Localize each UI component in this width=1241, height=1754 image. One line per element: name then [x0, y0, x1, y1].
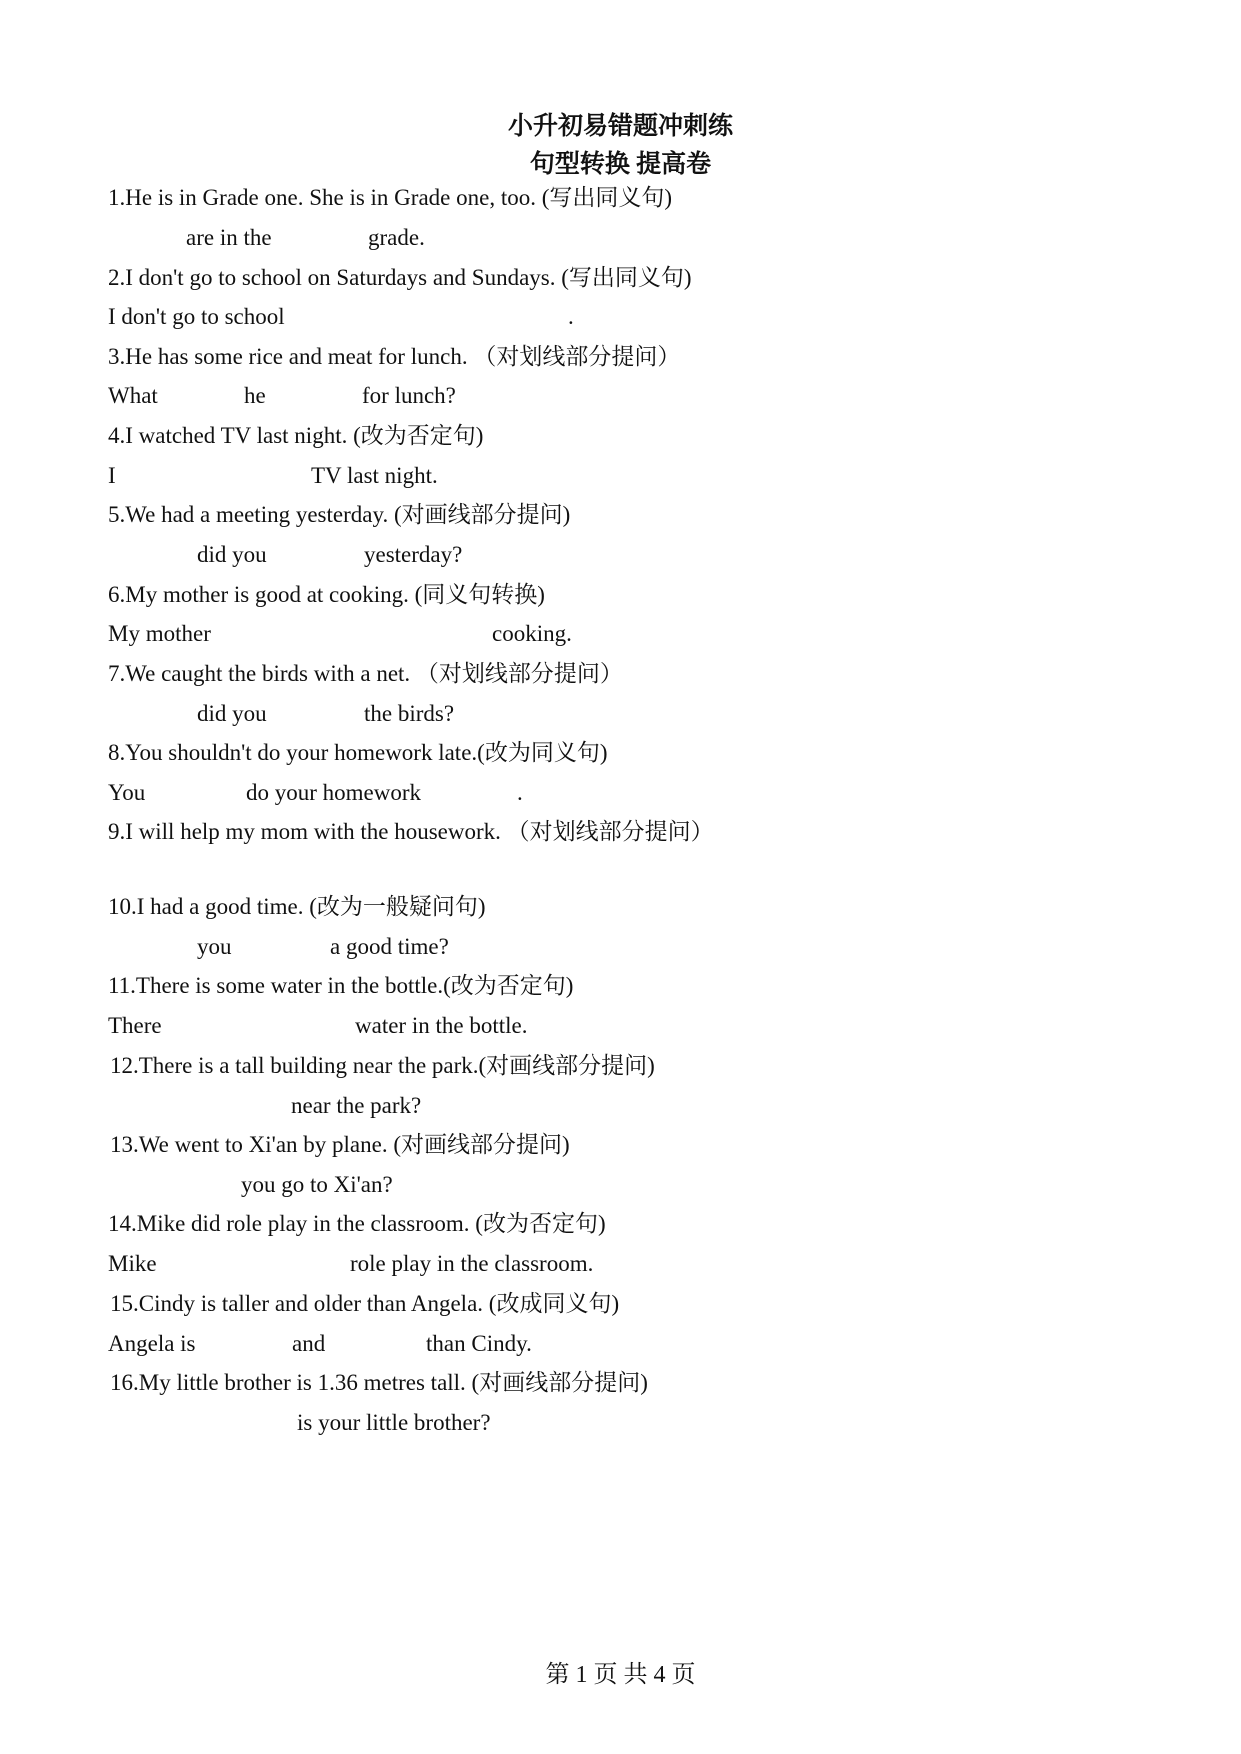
- question-14: 14.Mike did role play in the classroom. (改为否定句): [108, 1211, 606, 1236]
- answer-6-part-2: cooking.: [492, 621, 572, 646]
- answer-5-part-2: yesterday?: [364, 542, 463, 567]
- question-15: 15.Cindy is taller and older than Angela. (改成同义句): [110, 1291, 620, 1316]
- answer-12-part-1: near the park?: [291, 1093, 422, 1118]
- answer-8-part-3: .: [517, 780, 523, 805]
- answer-15-part-1: Angela is: [108, 1331, 196, 1356]
- answer-10-part-1: you: [197, 934, 232, 959]
- answer-3-part-2: he: [244, 383, 266, 408]
- answer-7-part-2: the birds?: [364, 701, 455, 726]
- answer-1-part-2: grade.: [368, 225, 425, 250]
- answer-16-part-1: is your little brother?: [297, 1410, 491, 1435]
- answer-3-part-3: for lunch?: [362, 383, 456, 408]
- answer-11-part-2: water in the bottle.: [355, 1013, 528, 1038]
- answer-2-part-2: .: [568, 304, 574, 329]
- question-5: 5.We had a meeting yesterday. (对画线部分提问): [108, 502, 571, 527]
- question-4: 4.I watched TV last night. (改为否定句): [108, 423, 484, 448]
- answer-8-part-1: You: [108, 780, 146, 805]
- answer-14-part-2: role play in the classroom.: [350, 1251, 594, 1276]
- question-13: 13.We went to Xi'an by plane. (对画线部分提问): [110, 1132, 570, 1157]
- answer-15-part-3: than Cindy.: [426, 1331, 532, 1356]
- answer-14-part-1: Mike: [108, 1251, 157, 1276]
- answer-4-part-1: I: [108, 463, 116, 488]
- question-9: 9.I will help my mom with the housework. （对划线部分提问）: [108, 819, 714, 844]
- answer-11-part-1: There: [108, 1013, 162, 1038]
- question-3: 3.He has some rice and meat for lunch. （对划线部分提问）: [108, 344, 681, 369]
- answer-2-part-1: I don't go to school: [108, 304, 285, 329]
- question-11: 11.There is some water in the bottle.(改为否定句): [108, 973, 574, 998]
- answer-3-part-1: What: [108, 383, 158, 408]
- question-10: 10.I had a good time. (改为一般疑问句): [108, 894, 486, 919]
- answer-7-part-1: did you: [197, 701, 267, 726]
- document-subtitle: 句型转换 提高卷: [529, 151, 712, 178]
- answer-10-part-2: a good time?: [330, 934, 449, 959]
- question-8: 8.You shouldn't do your homework late.(改为同义句): [108, 740, 608, 765]
- document-title: 小升初易错题冲刺练: [507, 113, 733, 140]
- answer-8-part-2: do your homework: [246, 780, 422, 805]
- page-number: 第 1 页 共 4 页: [545, 1662, 696, 1688]
- answer-15-part-2: and: [292, 1331, 326, 1356]
- answer-6-part-1: My mother: [108, 621, 211, 646]
- question-2: 2.I don't go to school on Saturdays and Sundays. (写出同义句): [108, 265, 692, 290]
- answer-4-part-2: TV last night.: [311, 463, 438, 488]
- answer-13-part-1: you go to Xi'an?: [241, 1172, 393, 1197]
- question-16: 16.My little brother is 1.36 metres tall. (对画线部分提问): [110, 1370, 648, 1395]
- question-7: 7.We caught the birds with a net. （对划线部分提问）: [108, 661, 623, 686]
- question-1: 1.He is in Grade one. She is in Grade one, too. (写出同义句): [108, 185, 673, 210]
- answer-1-part-1: are in the: [186, 225, 272, 250]
- answer-5-part-1: did you: [197, 542, 267, 567]
- question-6: 6.My mother is good at cooking. (同义句转换): [108, 582, 545, 607]
- question-12: 12.There is a tall building near the park.(对画线部分提问): [110, 1053, 655, 1078]
